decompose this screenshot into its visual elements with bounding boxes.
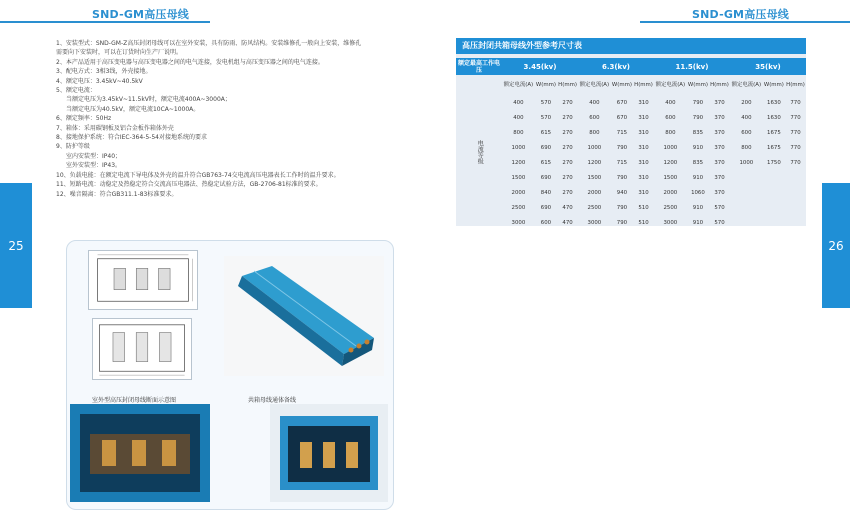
table-cell: 1000 <box>511 144 526 151</box>
table-cell: 1630 <box>767 114 781 121</box>
table-cell: 910 <box>692 220 704 227</box>
table-cell: 790 <box>692 114 704 121</box>
table-cell: 940 <box>616 190 628 197</box>
busbar-cross-section-drawing <box>88 250 198 310</box>
table-cell: 600 <box>741 129 752 136</box>
caption-section-diagram: 室外型高压封闭母线断面示意图 <box>92 397 177 404</box>
table-cell: 400 <box>589 99 600 106</box>
table-cell <box>763 186 785 201</box>
table-cell: 790 <box>616 205 628 212</box>
table-cell: 910 <box>692 175 704 182</box>
table-cell: 510 <box>638 220 649 227</box>
table-header-first: 额定最高工作电压 <box>457 59 500 74</box>
spec-line: 当额定电压为40.5kV，额定电流10CA~1000A。 <box>66 105 200 113</box>
table-cell: 370 <box>714 144 725 151</box>
table-cell: 270 <box>562 159 573 166</box>
table-cell: 600 <box>540 220 552 227</box>
sub-header: H(mm) <box>558 81 577 88</box>
table-cell: 3000 <box>587 220 602 227</box>
spec-line: 7、箱体：采用碳钢板及铝合金板作箱体外壳 <box>56 124 174 132</box>
table-cell: 1000 <box>739 159 754 166</box>
table-cell: 2500 <box>587 205 602 212</box>
dimension-table <box>456 58 806 231</box>
row-group-label <box>456 75 502 231</box>
table-cell: 1200 <box>511 159 526 166</box>
header-title-right: SND-GM高压母线 <box>692 8 790 21</box>
table-cell: 1750 <box>767 159 781 166</box>
table-cell: 1500 <box>587 175 602 182</box>
table-cell: 1675 <box>767 129 781 136</box>
spec-line: 1、安装型式：SND-GM-Z高压封闭母线可以在室外安装，具有防雨、防风结构。安装维修孔一般向上安装，维修孔 <box>56 40 362 47</box>
table-cell: 2500 <box>663 205 678 212</box>
table-cell: 600 <box>589 114 600 121</box>
spec-line: 3、配电方式：3相3线，外壳接地。 <box>56 68 152 76</box>
table-cell <box>730 170 763 185</box>
table-cell: 1060 <box>691 190 705 197</box>
table-cell: 2500 <box>511 205 526 212</box>
table-cell: 790 <box>616 220 628 227</box>
spec-line: 2、本产品适用于高压变电器与高压变电器之间的电气连接，发电机组与高压变压器之间的电气连接。 <box>56 58 324 66</box>
table-cell: 270 <box>562 129 573 136</box>
table-cell: 835 <box>692 129 704 136</box>
sub-header: H(mm) <box>710 81 729 88</box>
table-cell: 3000 <box>663 220 678 227</box>
table-cell: 310 <box>638 144 649 151</box>
voltage-header: 3.45(kv) <box>502 58 578 75</box>
table-row <box>456 125 806 140</box>
table-cell: 510 <box>638 205 649 212</box>
sub-header: W(mm) <box>611 81 632 88</box>
spec-line: 5、额定电流： <box>56 87 96 95</box>
table-cell: 770 <box>790 114 801 121</box>
table-cell <box>730 186 763 201</box>
spec-line: 9、防护等级 <box>56 143 90 151</box>
table-cell: 840 <box>540 190 552 197</box>
table-cell: 270 <box>562 175 573 182</box>
table-row <box>456 170 806 185</box>
table-cell: 770 <box>790 159 801 166</box>
sub-header: W(mm) <box>687 81 708 88</box>
table-cell: 670 <box>616 114 628 121</box>
table-cell: 800 <box>741 144 752 151</box>
table-cell: 270 <box>562 144 573 151</box>
table-cell: 570 <box>714 220 725 227</box>
table-row <box>456 186 806 201</box>
spec-line: 需要向下安装时，可以在订货时向生产厂说明。 <box>56 49 183 57</box>
table-cell: 800 <box>513 129 524 136</box>
table-cell: 3000 <box>511 220 526 227</box>
table-cell: 400 <box>513 114 524 121</box>
table-cell: 270 <box>562 99 573 106</box>
table-cell: 770 <box>790 144 801 151</box>
spec-line: 室外安装型：IP43。 <box>66 162 122 170</box>
table-cell: 370 <box>714 114 725 121</box>
table-row <box>456 95 806 110</box>
table-cell: 570 <box>540 114 552 121</box>
table-cell: 835 <box>692 159 704 166</box>
table-cell: 770 <box>790 99 801 106</box>
table-cell <box>730 216 763 231</box>
table-cell: 370 <box>714 159 725 166</box>
sub-header: W(mm) <box>763 81 784 88</box>
table-cell: 310 <box>638 159 649 166</box>
table-cell: 370 <box>714 129 725 136</box>
table-cell: 770 <box>790 129 801 136</box>
table-cell: 1500 <box>511 175 526 182</box>
sub-header: 额定电流(A) <box>731 81 762 88</box>
header-rule-right <box>640 21 850 23</box>
voltage-header: 11.5(kv) <box>654 58 730 75</box>
table-cell: 310 <box>638 129 649 136</box>
table-cell: 470 <box>562 205 573 212</box>
table-cell <box>785 186 806 201</box>
table-cell: 715 <box>616 129 628 136</box>
table-cell <box>763 216 785 231</box>
table-cell: 1200 <box>587 159 602 166</box>
table-cell: 910 <box>692 144 704 151</box>
table-cell: 2000 <box>511 190 526 197</box>
header-rule-left <box>0 21 210 23</box>
table-cell: 310 <box>638 99 649 106</box>
table-cell <box>763 201 785 216</box>
table-cell: 370 <box>714 190 725 197</box>
table-cell: 1000 <box>663 144 678 151</box>
table-cell: 570 <box>714 205 725 212</box>
table-cell: 570 <box>540 99 552 106</box>
table-cell: 400 <box>741 114 752 121</box>
sub-header: W(mm) <box>535 81 556 88</box>
table-cell: 600 <box>665 114 676 121</box>
table-cell: 800 <box>589 129 600 136</box>
table-cell: 790 <box>692 99 704 106</box>
spec-line: 6、额定频率：50Hz <box>56 115 112 123</box>
table-cell: 1630 <box>767 99 781 106</box>
table-cell: 270 <box>562 114 573 121</box>
table-cell: 1500 <box>663 175 678 182</box>
table-row <box>456 140 806 155</box>
table-cell: 1675 <box>767 144 781 151</box>
voltage-header: 35(kv) <box>730 58 806 75</box>
spec-list <box>56 39 416 199</box>
table-cell: 370 <box>714 175 725 182</box>
table-cell: 370 <box>714 99 725 106</box>
sub-header: 额定电流(A) <box>503 81 534 88</box>
page-number-left: 25 <box>0 183 32 308</box>
table-cell <box>785 170 806 185</box>
table-body <box>456 75 806 231</box>
spec-line: 室内安装型：IP40； <box>66 152 122 160</box>
row-group-label-text: 电流等级 <box>476 139 484 164</box>
spec-line: 11、短路电流：动稳定及热稳定符合交流高压电器法、热稳定试验方法，GB-2706-81标准的要求。 <box>56 181 322 189</box>
sub-header: 额定电流(A) <box>579 81 610 88</box>
spec-line: 当额定电压为3.45kV~11.5kV时，额定电流400A~3000A； <box>66 96 231 104</box>
table-cell: 2000 <box>663 190 678 197</box>
table-cell: 1000 <box>587 144 602 151</box>
busbar-enclosure-photo <box>70 404 210 502</box>
table-cell: 690 <box>540 144 552 151</box>
spec-line: 10、负载电能：在额定电流下导电体及外壳的温升符合GB763-74交电流高压电器表长工作时的温升要求。 <box>56 171 340 179</box>
table-cell: 790 <box>616 175 628 182</box>
table-title: 高压封闭共箱母线外型参考尺寸表 <box>456 38 806 54</box>
table-cell: 270 <box>562 190 573 197</box>
table-cell: 670 <box>616 99 628 106</box>
spec-line: 12、噪音隔离：符合GB311.1-83标准要求。 <box>56 190 178 198</box>
page-number-right: 26 <box>822 183 850 308</box>
table-cell: 2000 <box>587 190 602 197</box>
table-cell: 310 <box>638 190 649 197</box>
table-row <box>456 155 806 170</box>
sub-header: 额定电流(A) <box>655 81 686 88</box>
header-title-left: SND-GM高压母线 <box>92 8 190 21</box>
table-cell: 310 <box>638 114 649 121</box>
table-cell: 910 <box>692 205 704 212</box>
table-cell: 690 <box>540 175 552 182</box>
table-cell <box>730 201 763 216</box>
table-cell <box>763 170 785 185</box>
table-cell: 200 <box>741 99 752 106</box>
table-cell: 800 <box>665 129 676 136</box>
table-cell: 790 <box>616 144 628 151</box>
table-cell <box>785 201 806 216</box>
table-cell: 690 <box>540 205 552 212</box>
sub-header: H(mm) <box>786 81 805 88</box>
table-cell: 615 <box>540 159 552 166</box>
voltage-header: 6.3(kv) <box>578 58 654 75</box>
table-cell <box>785 216 806 231</box>
spec-line: 8、接地保护系统：符合IEC-364-5-54对接地系统的要求 <box>56 134 207 142</box>
table-cell: 400 <box>665 99 676 106</box>
busbar-connection-photo <box>270 404 388 502</box>
caption-busbar-photo: 共箱母线通体备线 <box>248 397 297 404</box>
table-cell: 470 <box>562 220 573 227</box>
table-cell: 615 <box>540 129 552 136</box>
table-row <box>456 216 806 231</box>
table-row <box>456 201 806 216</box>
sub-header: H(mm) <box>634 81 653 88</box>
table-row <box>456 110 806 125</box>
table-cell: 400 <box>513 99 524 106</box>
spec-line: 4、额定电压：3.45kV~40.5kV <box>56 77 143 85</box>
table-cell: 1200 <box>663 159 678 166</box>
table-cell: 310 <box>638 175 649 182</box>
busbar-duct-photo <box>224 256 384 376</box>
table-cell: 715 <box>616 159 628 166</box>
busbar-side-view-drawing <box>92 318 192 380</box>
